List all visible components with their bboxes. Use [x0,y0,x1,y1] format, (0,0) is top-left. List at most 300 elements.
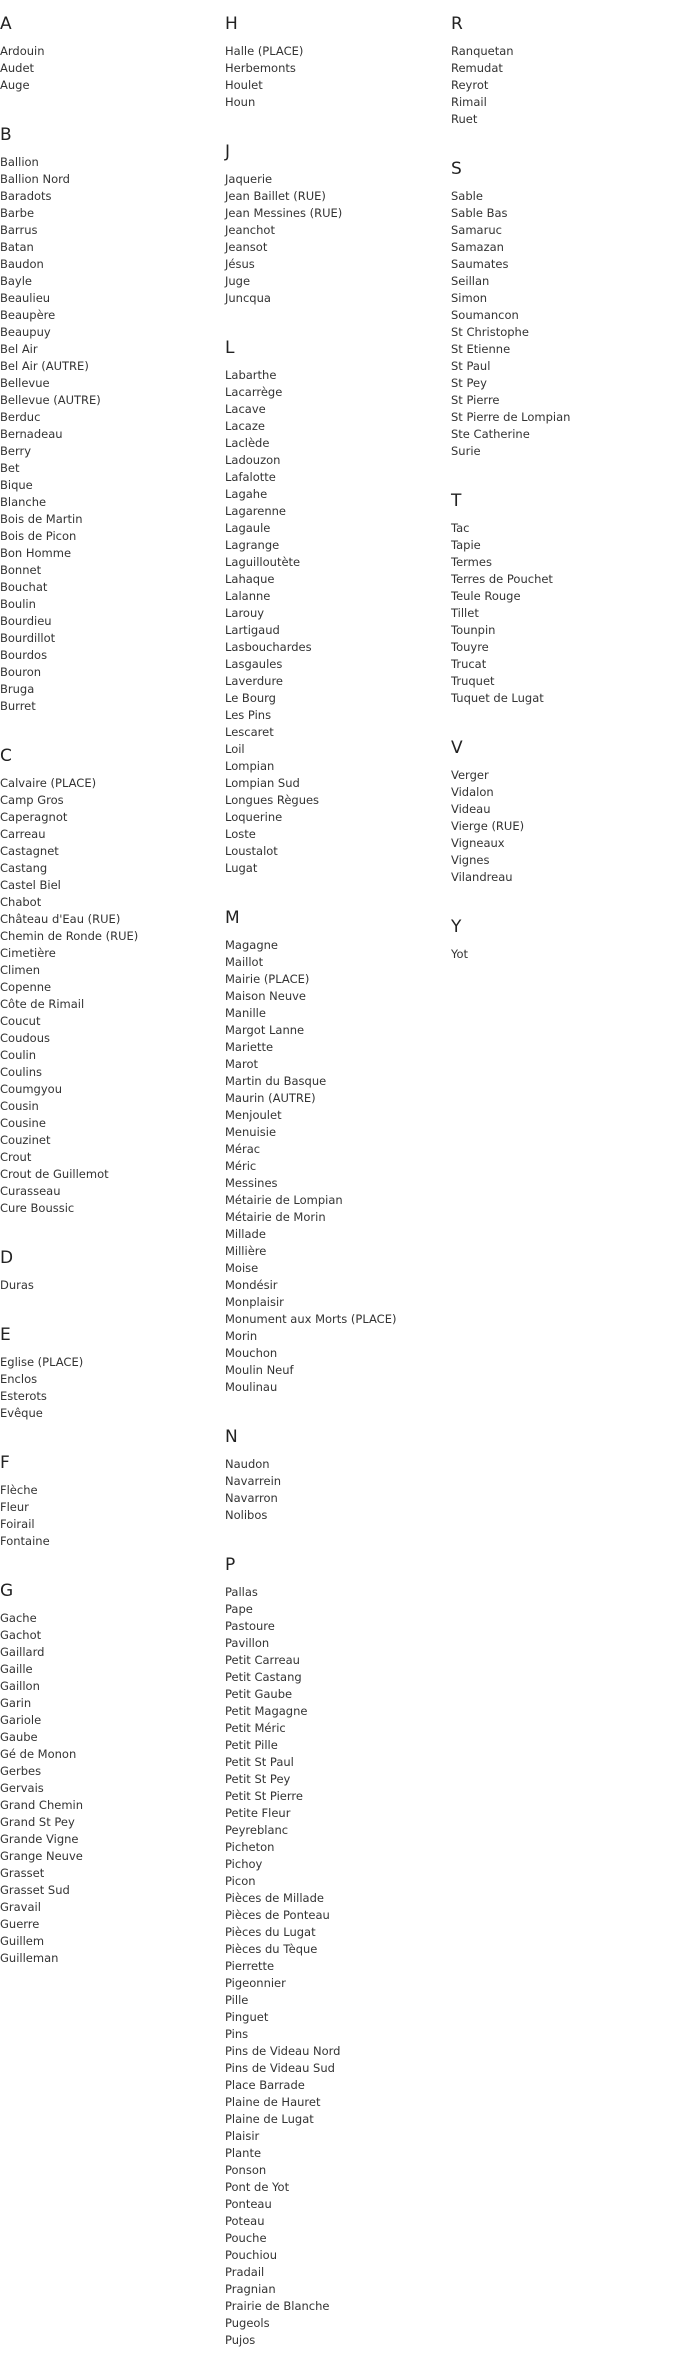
letter-section [225,141,445,307]
place-name-link[interactable]: Pradail [225,2265,265,2279]
place-name-item [0,1115,220,1132]
place-name-link[interactable]: Petit St Paul [225,1755,294,1769]
place-name-link[interactable]: Enclos [0,1372,38,1386]
place-name-list [451,43,671,128]
place-name-link[interactable]: Coucut [0,1014,41,1028]
letter-section [225,1554,445,2349]
place-name-link[interactable]: Plante [225,2146,262,2160]
place-name-link[interactable]: Lompian [225,759,275,773]
place-name-link[interactable]: Prairie de Blanche [225,2299,330,2313]
place-name-item [225,1601,445,1618]
place-name-link[interactable]: Jésus [225,257,255,271]
place-name-link[interactable]: Pins [225,2027,249,2041]
place-name-link[interactable]: Pouchiou [225,2248,277,2262]
place-name-link[interactable]: Lagarenne [225,504,287,518]
place-name-link[interactable]: Ponson [225,2163,267,2177]
place-name-item [0,1899,220,1916]
place-name-link[interactable]: Plaine de Lugat [225,2112,314,2126]
place-name-link[interactable]: Grasset Sud [0,1883,70,1897]
place-name-link[interactable]: Métairie de Morin [225,1210,326,1224]
place-name-item [225,605,445,622]
place-name-link[interactable]: Pastoure [225,1619,275,1633]
place-name-link[interactable]: Menuisie [225,1125,277,1139]
place-name-item [0,630,220,647]
place-name-link[interactable]: Reyrot [451,78,489,92]
place-name-link[interactable]: Jeanchot [225,223,275,237]
place-name-item [225,1839,445,1856]
place-name-item [225,1873,445,1890]
place-name-link[interactable]: Foirail [0,1517,35,1531]
place-name-link[interactable]: Petit Carreau [225,1653,300,1667]
place-name-link[interactable]: Pins de Videau Sud [225,2061,335,2075]
place-name-link[interactable]: Trucat [451,657,487,671]
place-name-link[interactable]: Pièces du Lugat [225,1925,316,1939]
place-name-link[interactable]: Caperagnot [0,810,68,824]
place-name-link[interactable]: Climen [0,963,40,977]
place-name-link[interactable]: Bourdillot [0,631,56,645]
place-name-link[interactable]: Guerre [0,1917,40,1931]
place-name-item [0,826,220,843]
place-name-item [225,367,445,384]
place-name-link[interactable]: Grand St Pey [0,1815,75,1829]
place-name-link[interactable]: St Paul [451,359,491,373]
place-name-link[interactable]: Gravail [0,1900,41,1914]
place-name-link[interactable]: Lompian Sud [225,776,300,790]
place-name-link[interactable]: Moulin Neuf [225,1363,294,1377]
place-name-link[interactable]: Saumates [451,257,509,271]
place-name-link[interactable]: Maison Neuve [225,989,306,1003]
place-name-link[interactable]: Mariette [225,1040,274,1054]
place-name-link[interactable]: Pouche [225,2231,267,2245]
place-name-link[interactable]: Vignes [451,853,490,867]
place-name-link[interactable]: Monplaisir [225,1295,284,1309]
place-name-link[interactable]: Pragnian [225,2282,276,2296]
place-name-link[interactable]: Lagrange [225,538,280,552]
place-name-link[interactable]: Lahaque [225,572,275,586]
place-name-link[interactable]: Loste [225,827,256,841]
place-name-link[interactable]: Houn [225,95,256,109]
place-name-link[interactable]: Gaillon [0,1679,40,1693]
place-name-link[interactable]: Picheton [225,1840,275,1854]
place-name-link[interactable]: Mairie (PLACE) [225,972,310,986]
place-name-link[interactable]: Baudon [0,257,44,271]
place-name-link[interactable]: Crout [0,1150,32,1164]
place-name-link[interactable]: Poteau [225,2214,265,2228]
place-name-link[interactable]: Barbe [0,206,35,220]
place-name-link[interactable]: Mérac [225,1142,261,1156]
place-name-link[interactable]: Mouchon [225,1346,278,1360]
place-name-link[interactable]: Laguilloutète [225,555,301,569]
place-name-link[interactable]: St Pierre [451,393,500,407]
place-name-link[interactable]: Jean Baillet (RUE) [225,189,326,203]
place-name-link[interactable]: Ardouin [0,44,45,58]
place-name-link[interactable]: Millade [225,1227,266,1241]
place-name-link[interactable]: Gachot [0,1628,42,1642]
place-name-link[interactable]: Pichoy [225,1857,263,1871]
place-name-link[interactable]: Termes [451,555,492,569]
place-name-link[interactable]: Grande Vigne [0,1832,79,1846]
place-name-item [451,392,671,409]
place-name-item [451,690,671,707]
place-name-link[interactable]: Ranquetan [451,44,514,58]
place-name-item [0,256,220,273]
place-name-link[interactable]: Chabot [0,895,42,909]
place-name-link[interactable]: Petit Pille [225,1738,278,1752]
place-name-link[interactable]: Simon [451,291,488,305]
place-name-item [0,1482,220,1499]
place-name-link[interactable]: Grange Neuve [0,1849,83,1863]
place-name-link[interactable]: Guillem [0,1934,45,1948]
place-name-item [451,111,671,128]
place-name-link[interactable]: Juncqua [225,291,271,305]
place-name-link[interactable]: Petit Méric [225,1721,286,1735]
place-name-link[interactable]: Coumgyou [0,1082,62,1096]
place-name-link[interactable]: Millière [225,1244,267,1258]
place-name-link[interactable]: Bonnet [0,563,42,577]
place-name-link[interactable]: Jeansot [225,240,268,254]
place-name-link[interactable]: Carreau [0,827,46,841]
place-name-link[interactable]: Cousine [0,1116,46,1130]
place-name-link[interactable]: Pièces de Millade [225,1891,324,1905]
place-name-link[interactable]: St Christophe [451,325,529,339]
place-name-link[interactable]: Castang [0,861,48,875]
place-name-link[interactable]: Pallas [225,1585,258,1599]
place-name-link[interactable]: Lasgaules [225,657,283,671]
place-name-link[interactable]: Bernadeau [0,427,63,441]
place-name-link[interactable]: Herbemonts [225,61,296,75]
place-name-link[interactable]: Gariole [0,1713,42,1727]
place-name-link[interactable]: Château d'Eau (RUE) [0,912,121,926]
place-name-link[interactable]: St Pey [451,376,487,390]
place-name-link[interactable]: Grasset [0,1866,45,1880]
place-name-link[interactable]: Curasseau [0,1184,61,1198]
place-name-item [451,43,671,60]
place-name-link[interactable]: Cimetière [0,946,56,960]
place-name-item [0,1277,220,1294]
place-name-link[interactable]: Castel Biel [0,878,61,892]
place-name-item [0,996,220,1013]
place-name-link[interactable]: Sable [451,189,483,203]
place-name-item [0,460,220,477]
place-name-link[interactable]: Pigeonnier [225,1976,286,1990]
place-name-link[interactable]: Petit Gaube [225,1687,293,1701]
place-name-link[interactable]: Castagnet [0,844,59,858]
place-name-link[interactable]: Gervais [0,1781,44,1795]
place-name-link[interactable]: Chemin de Ronde (RUE) [0,929,139,943]
place-name-link[interactable]: Teule Rouge [451,589,521,603]
place-name-link[interactable]: Cure Boussic [0,1201,75,1215]
place-name-link[interactable]: Auge [0,78,30,92]
place-name-link[interactable]: Ste Catherine [451,427,530,441]
place-name-link[interactable]: Bois de Picon [0,529,77,543]
place-name-link[interactable]: Vierge (RUE) [451,819,525,833]
place-name-link[interactable]: Samaruc [451,223,502,237]
place-name-item [225,2043,445,2060]
place-name-item [0,1166,220,1183]
place-name-link[interactable]: Loil [225,742,245,756]
place-name-link[interactable]: Bayle [0,274,33,288]
place-name-link[interactable]: Navarrein [225,1474,282,1488]
place-name-link[interactable]: Vigneaux [451,836,505,850]
place-name-link[interactable]: Grand Chemin [0,1798,84,1812]
place-name-link[interactable]: Juge [225,274,251,288]
place-name-link[interactable]: Maurin (AUTRE) [225,1091,316,1105]
place-name-link[interactable]: Moulinau [225,1380,278,1394]
place-name-link[interactable]: Coulins [0,1065,43,1079]
place-name-link[interactable]: Pavillon [225,1636,270,1650]
place-name-link[interactable]: Peyreblanc [225,1823,289,1837]
place-name-link[interactable]: Beaupuy [0,325,51,339]
place-name-link[interactable]: Gache [0,1611,37,1625]
place-name-item [0,1678,220,1695]
place-name-link[interactable]: Le Bourg [225,691,276,705]
place-name-link[interactable]: Bellevue (AUTRE) [0,393,101,407]
place-name-link[interactable]: Morin [225,1329,258,1343]
place-name-link[interactable]: Labarthe [225,368,277,382]
place-name-link[interactable]: Bon Homme [0,546,72,560]
place-name-link[interactable]: Tapie [451,538,481,552]
place-name-link[interactable]: Pierrette [225,1959,275,1973]
place-name-link[interactable]: Petit St Pierre [225,1789,303,1803]
place-name-link[interactable]: Tillet [451,606,479,620]
place-name-link[interactable]: Lartigaud [225,623,280,637]
place-name-link[interactable]: Copenne [0,980,52,994]
place-name-link[interactable]: Pins de Videau Nord [225,2044,341,2058]
place-name-link[interactable]: Duras [0,1278,34,1292]
place-name-link[interactable]: Gaube [0,1730,38,1744]
place-name-link[interactable]: Nolibos [225,1508,268,1522]
place-name-link[interactable]: Gaillard [0,1645,45,1659]
place-name-link[interactable]: Tounpin [451,623,496,637]
place-name-link[interactable]: Coulin [0,1048,37,1062]
place-name-link[interactable]: Vilandreau [451,870,513,884]
place-name-link[interactable]: Loustalot [225,844,278,858]
place-name-link[interactable]: Videau [451,802,491,816]
place-name-link[interactable]: Côte de Rimail [0,997,85,1011]
place-name-link[interactable]: Bruga [0,682,35,696]
place-name-item [0,222,220,239]
place-name-list [451,520,671,707]
place-name-link[interactable]: Bel Air (AUTRE) [0,359,89,373]
place-name-link[interactable]: Loquerine [225,810,283,824]
place-name-link[interactable]: Boulin [0,597,36,611]
place-name-link[interactable]: Rimail [451,95,487,109]
place-name-link[interactable]: Bellevue [0,376,50,390]
place-name-item [225,239,445,256]
place-name-link[interactable]: Lagaule [225,521,271,535]
place-name-item [451,256,671,273]
place-name-link[interactable]: Lacaze [225,419,265,433]
place-name-link[interactable]: Petite Fleur [225,1806,291,1820]
place-name-item [0,596,220,613]
place-name-link[interactable]: Jean Messines (RUE) [225,206,343,220]
place-name-link[interactable]: Tac [451,521,470,535]
place-name-link[interactable]: Maillot [225,955,264,969]
place-name-link[interactable]: Beaupère [0,308,56,322]
place-name-item [0,307,220,324]
place-name-link[interactable]: Halle (PLACE) [225,44,304,58]
place-name-link[interactable]: Bouchat [0,580,48,594]
place-name-link[interactable]: Fleur [0,1500,29,1514]
place-name-link[interactable]: Burret [0,699,36,713]
place-name-link[interactable]: Lalanne [225,589,271,603]
place-name-item [0,877,220,894]
place-name-link[interactable]: Esterots [0,1389,47,1403]
place-name-link[interactable]: Fontaine [0,1534,50,1548]
place-name-link[interactable]: Pugeols [225,2316,270,2330]
place-name-link[interactable]: Beaulieu [0,291,51,305]
place-name-link[interactable]: Guilleman [0,1951,59,1965]
place-name-link[interactable]: Mondésir [225,1278,278,1292]
place-name-link[interactable]: Seillan [451,274,490,288]
place-name-link[interactable]: Messines [225,1176,278,1190]
place-name-link[interactable]: Berry [0,444,32,458]
place-name-link[interactable]: Samazan [451,240,504,254]
place-name-link[interactable]: Camp Gros [0,793,64,807]
letter-heading: M [225,908,240,928]
place-name-link[interactable]: Marot [225,1057,258,1071]
place-name-link[interactable]: Moise [225,1261,259,1275]
place-name-link[interactable]: Houlet [225,78,263,92]
place-name-link[interactable]: St Pierre de Lompian [451,410,571,424]
letter-section [451,916,671,963]
place-name-link[interactable]: Margot Lanne [225,1023,305,1037]
place-name-item [225,1243,445,1260]
place-name-link[interactable]: Bique [0,478,33,492]
place-name-link[interactable]: Baradots [0,189,52,203]
place-name-link[interactable]: Sable Bas [451,206,508,220]
place-name-link[interactable]: Ladouzon [225,453,281,467]
place-name-link[interactable]: Plaisir [225,2129,260,2143]
place-name-link[interactable]: Pont de Yot [225,2180,290,2194]
place-name-link[interactable]: Ballion Nord [0,172,70,186]
letter-heading: P [225,1555,236,1575]
place-name-link[interactable]: Plaine de Hauret [225,2095,321,2109]
place-name-link[interactable]: Laverdure [225,674,283,688]
place-name-link[interactable]: Blanche [0,495,47,509]
place-name-link[interactable]: Flèche [0,1483,38,1497]
place-name-link[interactable]: Lacarrège [225,385,283,399]
place-name-link[interactable]: Terres de Pouchet [451,572,553,586]
place-name-item [0,1098,220,1115]
place-name-item [225,222,445,239]
place-name-link[interactable]: Laclède [225,436,270,450]
place-name-link[interactable]: Lagahe [225,487,268,501]
place-name-link[interactable]: Jaquerie [225,172,273,186]
place-name-link[interactable]: Remudat [451,61,503,75]
place-name-link[interactable]: Menjoulet [225,1108,282,1122]
place-name-link[interactable]: Surie [451,444,481,458]
place-name-link[interactable]: Bourdos [0,648,48,662]
place-name-link[interactable]: Ballion [0,155,39,169]
place-name-link[interactable]: Pujos [225,2333,256,2347]
place-name-link[interactable]: Gerbes [0,1764,42,1778]
place-name-link[interactable]: Tuquet de Lugat [451,691,544,705]
place-name-link[interactable]: Monument aux Morts (PLACE) [225,1312,397,1326]
place-name-link[interactable]: Pièces du Tèque [225,1942,318,1956]
place-name-link[interactable]: Bet [0,461,20,475]
place-name-link[interactable]: Audet [0,61,35,75]
place-name-item [0,1712,220,1729]
place-name-link[interactable]: Gé de Monon [0,1747,77,1761]
place-name-link[interactable]: Pinguet [225,2010,269,2024]
place-name-link[interactable]: Martin du Basque [225,1074,327,1088]
place-name-item [451,801,671,818]
place-name-link[interactable]: Les Pins [225,708,272,722]
place-name-link[interactable]: Coudous [0,1031,50,1045]
place-name-link[interactable]: Lasbouchardes [225,640,312,654]
place-name-link[interactable]: Crout de Guillemot [0,1167,109,1181]
place-name-link[interactable]: Eglise (PLACE) [0,1355,84,1369]
place-name-link[interactable]: Pièces de Ponteau [225,1908,330,1922]
place-name-link[interactable]: Gaille [0,1662,33,1676]
place-name-item [225,809,445,826]
place-name-link[interactable]: Pille [225,1993,249,2007]
place-name-link[interactable]: Place Barrade [225,2078,305,2092]
place-name-link[interactable]: Ruet [451,112,478,126]
place-name-link[interactable]: Verger [451,768,489,782]
place-name-link[interactable]: Lescaret [225,725,274,739]
place-name-link[interactable]: Petit Magagne [225,1704,308,1718]
place-name-link[interactable]: Lugat [225,861,258,875]
place-name-link[interactable]: Lafalotte [225,470,276,484]
place-name-item [0,60,220,77]
place-name-link[interactable]: Longues Règues [225,793,320,807]
place-name-link[interactable]: Berduc [0,410,41,424]
place-name-link[interactable]: Yot [451,947,469,961]
place-name-item [0,1882,220,1899]
place-name-link[interactable]: Lacave [225,402,266,416]
place-name-link[interactable]: Pape [225,1602,253,1616]
place-name-link[interactable]: Evêque [0,1406,43,1420]
place-name-item [0,1814,220,1831]
place-name-link[interactable]: St Etienne [451,342,511,356]
place-name-link[interactable]: Vidalon [451,785,494,799]
place-name-link[interactable]: Batan [0,240,34,254]
place-name-link[interactable]: Calvaire (PLACE) [0,776,97,790]
place-name-link[interactable]: Magagne [225,938,278,952]
place-name-link[interactable]: Bel Air [0,342,38,356]
place-name-link[interactable]: Bouron [0,665,42,679]
place-name-link[interactable]: Méric [225,1159,257,1173]
place-name-link[interactable]: Soumancon [451,308,519,322]
place-name-link[interactable]: Métairie de Lompian [225,1193,343,1207]
place-name-link[interactable]: Touyre [451,640,489,654]
place-name-link[interactable]: Petit Castang [225,1670,302,1684]
place-name-link[interactable]: Picon [225,1874,256,1888]
place-name-item [0,1950,220,1967]
place-name-link[interactable]: Petit St Pey [225,1772,291,1786]
place-name-link[interactable]: Bois de Martin [0,512,83,526]
place-name-link[interactable]: Couzinet [0,1133,51,1147]
place-name-link[interactable]: Ponteau [225,2197,272,2211]
place-name-link[interactable]: Navarron [225,1491,278,1505]
place-name-item [225,1507,445,1524]
place-name-link[interactable]: Naudon [225,1457,270,1471]
place-name-item [225,1907,445,1924]
place-name-link[interactable]: Manille [225,1006,266,1020]
place-name-item [225,843,445,860]
place-name-link[interactable]: Truquet [451,674,495,688]
place-name-item [451,77,671,94]
place-name-item [451,605,671,622]
place-name-link[interactable]: Larouy [225,606,265,620]
place-name-link[interactable]: Barrus [0,223,38,237]
place-name-link[interactable]: Cousin [0,1099,39,1113]
place-name-item [225,2111,445,2128]
place-name-link[interactable]: Garin [0,1696,32,1710]
place-name-link[interactable]: Bourdieu [0,614,52,628]
